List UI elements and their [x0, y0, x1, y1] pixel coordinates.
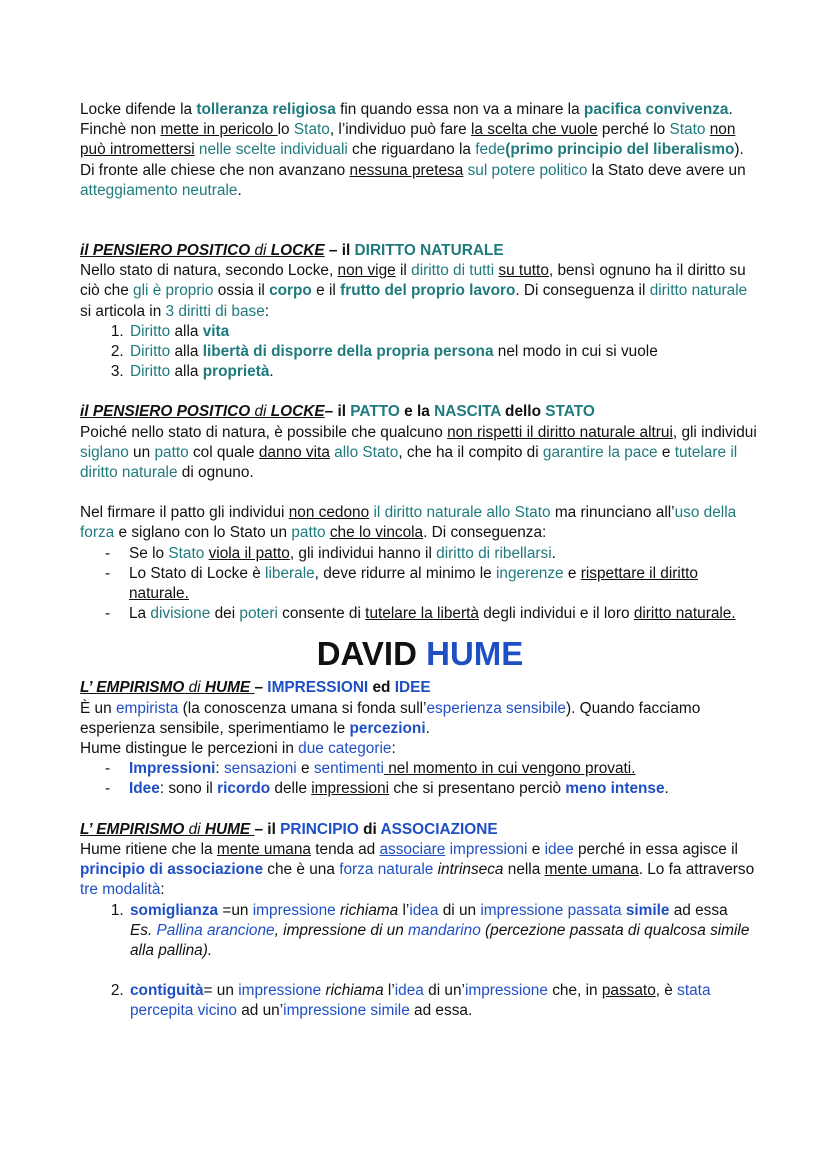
text: Hume distingue le percezioni in [80, 740, 299, 758]
text: alla [170, 363, 203, 381]
keyword: associare [379, 840, 446, 858]
text: Es. [130, 921, 157, 939]
keyword: idea [394, 982, 424, 1000]
underlined-text: su tutto [498, 262, 549, 280]
text: , che ha il compito di [398, 443, 543, 461]
text: : [391, 740, 396, 758]
text: . Lo fa attraverso [638, 861, 755, 879]
text: : [264, 302, 270, 320]
text: Poiché nello stato di natura, è possibile che qualcuno [80, 423, 448, 441]
text: ossia il [213, 282, 270, 300]
text: un [128, 443, 155, 461]
text: , deve ridurre al minimo le [314, 564, 497, 582]
text: Hume ritiene che la [80, 840, 217, 858]
text: ). Quando facciamo esperienza sensibile, sperimentiamo le [80, 699, 701, 737]
keyword: Pallina arancione [156, 921, 275, 939]
locke-neutralita-paragraph [80, 161, 760, 201]
keyword: fede [475, 141, 506, 159]
keyword: sul potere politico [463, 161, 588, 179]
keyword: impressione [238, 982, 322, 1000]
keyword: tutelare il diritto naturale [80, 443, 738, 482]
text: = un [203, 982, 239, 1000]
example-text [130, 921, 760, 961]
text: . Di conseguenza: [423, 524, 547, 542]
heading-text: – [254, 679, 268, 697]
empirista-paragraph [80, 699, 760, 739]
keyword: ricordo [217, 780, 271, 798]
keyword: empirista [115, 699, 179, 717]
keyword: garantire la pace [542, 443, 658, 461]
keyword: corpo [269, 282, 312, 300]
heading-text: HUME [204, 679, 255, 697]
spacer [80, 483, 760, 503]
keyword: impressione [464, 982, 548, 1000]
text: : sono il [159, 780, 218, 798]
keyword: patto [154, 443, 189, 461]
keyword: libertà di disporre della propria persona [202, 343, 494, 361]
underlined-text: mente umana [216, 840, 311, 858]
underlined-text: impressioni [311, 780, 390, 798]
keyword: (primo principio del liberalismo [505, 141, 735, 159]
heading-keyword: PRINCIPIO [280, 820, 359, 838]
keyword: ingerenze [496, 564, 564, 582]
spacer [80, 382, 760, 402]
text: ad essa [669, 901, 728, 919]
keyword: Diritto [130, 343, 171, 361]
text: , impressione di un [274, 921, 409, 939]
text: , bensì ognuno ha il diritto su ciò che [80, 262, 746, 300]
text: dei [210, 605, 240, 623]
text: che, in [547, 982, 602, 1000]
text: . [664, 780, 669, 798]
list-item-somiglianza [128, 901, 760, 982]
text: Nello stato di natura, secondo Locke, [80, 262, 338, 280]
heading-text: L’ EMPIRISMO [80, 820, 185, 838]
locke-tolleranza-paragraph [80, 100, 760, 161]
text: che è una [263, 861, 340, 879]
conseguenze-list [80, 544, 760, 625]
text: (la conoscenza umana si fonda sull’ [178, 699, 427, 717]
text: . [551, 544, 556, 562]
text: Nel firmare il patto gli individui [80, 504, 289, 522]
keyword: nelle scelte individuali [194, 141, 348, 159]
text: consente di [277, 605, 366, 623]
section-heading-diritto-naturale [80, 241, 760, 261]
underlined-text: diritto naturale. [633, 605, 736, 623]
heading-keyword: STATO [545, 403, 595, 421]
keyword: poteri [239, 605, 278, 623]
keyword: frutto del proprio lavoro [340, 282, 516, 300]
text: Locke difende la [80, 101, 197, 118]
text: l’ [383, 982, 395, 1000]
keyword: impressione [252, 901, 336, 919]
categorie-list [80, 759, 760, 799]
keyword: liberale [265, 564, 315, 582]
keyword: impressione passata [480, 901, 622, 919]
text: la Stato deve avere un [587, 161, 746, 179]
keyword: stata percepita vicino [130, 982, 711, 1020]
heading-text: L’ EMPIRISMO [80, 679, 185, 697]
list-item [128, 322, 760, 342]
text: . Finchè non [80, 101, 733, 139]
keyword: esperienza sensibile [426, 699, 566, 717]
text: ma rinunciano all’ [550, 504, 675, 522]
underlined-text: la scelta che vuole [471, 121, 598, 139]
text: perché lo [597, 121, 670, 139]
heading-keyword: ASSOCIAZIONE [380, 820, 498, 838]
section-heading-patto [80, 402, 760, 422]
underlined-text: non cedono [288, 504, 370, 522]
text: e siglano con lo Stato un [114, 524, 292, 542]
underlined-text: che lo vincola [329, 524, 424, 542]
text: col quale [188, 443, 259, 461]
heading-text: – [324, 403, 338, 421]
text: ad un’ [236, 1002, 284, 1020]
text: , gli individui [672, 423, 757, 441]
text: nella [503, 861, 545, 879]
underlined-text: rispettare il diritto naturale. [129, 564, 698, 603]
text: Di fronte alle chiese che non avanzano [80, 161, 350, 179]
text: e [563, 564, 581, 582]
stato-natura-paragraph [80, 261, 760, 322]
underlined-text: nel momento in cui vengono provati. [383, 760, 636, 778]
text: . Di conseguenza il [515, 282, 650, 300]
list-item-contiguita [128, 981, 760, 1021]
text: il [395, 262, 412, 280]
heading-text: – [324, 242, 342, 260]
text: e [657, 443, 675, 461]
title-text: DAVID [316, 635, 427, 673]
keyword: principio di associazione [80, 861, 264, 879]
text: degli individui e il loro [478, 605, 634, 623]
list-item [80, 544, 760, 564]
keyword: Stato [293, 121, 330, 139]
keyword: 3 diritti di base [165, 302, 265, 320]
keyword: il diritto naturale allo Stato [369, 504, 551, 522]
text: , è [655, 982, 678, 1000]
keyword: proprietà [202, 363, 270, 381]
heading-text: HUME [204, 820, 255, 838]
spacer [130, 961, 760, 981]
text: : [160, 881, 165, 899]
text: di ognuno. [177, 464, 254, 482]
keyword: Stato [168, 544, 205, 562]
text: delle [270, 780, 312, 798]
text: tenda ad [311, 840, 380, 858]
heading-keyword: PATTO [350, 403, 400, 421]
associazione-paragraph [80, 840, 760, 901]
heading-text: PENSIERO POSITICO [92, 242, 251, 260]
text: perché in essa agisce il [573, 840, 738, 858]
firma-paragraph [80, 503, 760, 543]
page-title-david-hume [80, 632, 760, 676]
list-item [80, 759, 760, 779]
text: (percezione passata di qualcosa simile alla pallina). [130, 921, 750, 959]
spacer [80, 800, 760, 820]
keyword: impressione simile [283, 1002, 410, 1020]
heading-text: il [80, 403, 93, 421]
underlined-text: mette in pericolo [160, 121, 278, 139]
keyword: tre modalità [80, 881, 161, 899]
underlined-text: non rispetti il diritto naturale altrui [447, 423, 673, 441]
text: e [296, 760, 314, 778]
heading-keyword: DIRITTO NATURALE [354, 242, 504, 260]
text: , l’individuo può fare [329, 121, 472, 139]
keyword: somiglianza [130, 901, 219, 919]
list-item [80, 564, 760, 604]
underlined-text: mente umana [544, 861, 639, 879]
underlined-text: non può intromettersi [80, 121, 736, 159]
italic-text: richiama [325, 982, 384, 1000]
text: che riguardano la [347, 141, 476, 159]
patto-paragraph [80, 423, 760, 484]
underlined-text: passato [601, 982, 656, 1000]
heading-text: di [184, 820, 205, 838]
text: . [269, 363, 274, 381]
section-heading-associazione [80, 820, 760, 840]
list-item [128, 342, 760, 362]
keyword: diritto di ribellarsi [436, 544, 552, 562]
heading-text: e la [399, 403, 435, 421]
underlined-text: viola il patto [208, 544, 290, 562]
keyword: percezioni [349, 719, 426, 737]
text: alla [170, 343, 203, 361]
keyword: contiguità [130, 982, 204, 1000]
heading-text: di [358, 820, 381, 838]
heading-text: il [80, 242, 93, 260]
title-keyword: HUME [426, 635, 524, 673]
heading-text: il [337, 403, 351, 421]
heading-text: dello [500, 403, 546, 421]
text: alla [170, 322, 203, 340]
heading-text: PENSIERO POSITICO [92, 403, 251, 421]
text: nel modo in cui si vuole [493, 343, 658, 361]
keyword: allo Stato [329, 443, 399, 461]
keyword: meno intense [565, 780, 665, 798]
heading-text: il [341, 242, 355, 260]
text: =un [218, 901, 253, 919]
heading-text: LOCKE [270, 403, 325, 421]
keyword: Stato [669, 121, 706, 139]
heading-text: – il [254, 820, 281, 838]
keyword: siglano [80, 443, 129, 461]
heading-keyword: IMPRESSIONI [267, 679, 369, 697]
keyword: mandarino [408, 921, 481, 939]
keyword: simile [625, 901, 670, 919]
text: . [237, 181, 242, 199]
heading-text: di [250, 403, 271, 421]
underlined-text: tutelare la libertà [365, 605, 479, 623]
keyword: uso della forza [80, 504, 737, 542]
keyword: Diritto [130, 363, 171, 381]
heading-keyword: IDEE [394, 679, 431, 697]
keyword: forza naturale [339, 861, 434, 879]
text: : [215, 760, 224, 778]
text: di un’ [423, 982, 465, 1000]
text: ). [734, 141, 744, 159]
underlined-text: danno vita [258, 443, 330, 461]
text: si articola in [80, 302, 166, 320]
document-page [80, 100, 760, 1022]
keyword: sentimenti [313, 760, 384, 778]
keyword: Idee [129, 780, 160, 798]
text: , gli individui hanno il [289, 544, 437, 562]
list-item [80, 604, 760, 624]
list-item [128, 362, 760, 382]
underlined-text: nessuna pretesa [349, 161, 464, 179]
text: . [425, 719, 430, 737]
keyword: Diritto [130, 322, 171, 340]
list-item [80, 779, 760, 799]
keyword: atteggiamento neutrale [80, 181, 238, 199]
text: Se lo [129, 544, 169, 562]
italic-text: richiama [340, 901, 399, 919]
text: e il [311, 282, 341, 300]
text: che si presentano perciò [389, 780, 566, 798]
keyword: impressioni [445, 840, 528, 858]
heading-text: LOCKE [270, 242, 325, 260]
keyword: tolleranza religiosa [196, 101, 336, 118]
text: La [129, 605, 151, 623]
text: lo [277, 121, 294, 139]
keyword: patto [291, 524, 326, 542]
italic-text: intrinseca [437, 861, 504, 879]
text: È un [80, 699, 116, 717]
keyword: idee [544, 840, 574, 858]
keyword: divisione [150, 605, 211, 623]
text: ad essa. [409, 1002, 473, 1020]
modalita-list [80, 901, 760, 1022]
heading-text: ed [368, 679, 395, 697]
keyword: pacifica convivenza [583, 101, 729, 118]
keyword: Impressioni [129, 760, 216, 778]
keyword: diritto naturale [649, 282, 748, 300]
text: Lo Stato di Locke è [129, 564, 266, 582]
keyword: due categorie [298, 740, 392, 758]
keyword: vita [202, 322, 230, 340]
text: fin quando essa non va a minare la [335, 101, 584, 118]
keyword: sensazioni [223, 760, 297, 778]
text: di un [438, 901, 481, 919]
spacer [80, 201, 760, 241]
underlined-text: non vige [337, 262, 396, 280]
section-heading-impressioni-idee [80, 678, 760, 698]
diritti-list [80, 322, 760, 383]
keyword: diritto di tutti [411, 262, 495, 280]
heading-keyword: NASCITA [434, 403, 501, 421]
text: e [527, 840, 545, 858]
keyword: gli è proprio [133, 282, 214, 300]
text: l’ [398, 901, 410, 919]
heading-text: di [250, 242, 271, 260]
distingue-paragraph [80, 739, 760, 759]
keyword: idea [409, 901, 439, 919]
heading-text: di [184, 679, 205, 697]
